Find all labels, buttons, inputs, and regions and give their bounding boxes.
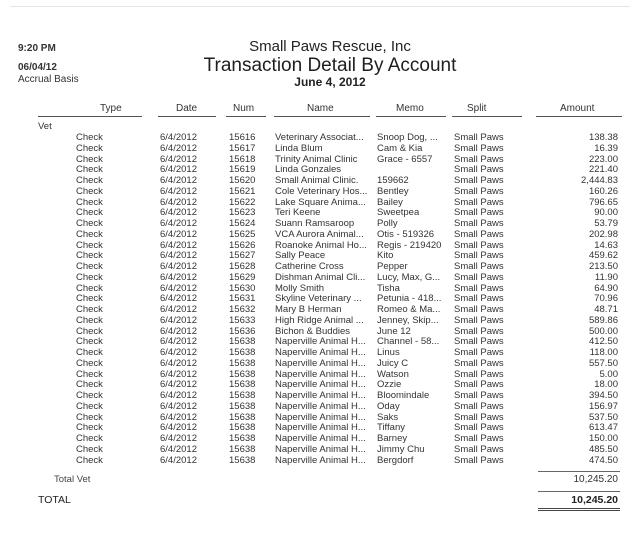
row-type: Check [76,400,103,412]
row-split: Small Paws [454,368,504,380]
row-type: Check [76,336,103,348]
row-amount: 485.50 [588,443,618,455]
row-type: Check [76,454,103,466]
column-header-memo: Memo [396,103,424,114]
row-type: Check [76,411,103,423]
row-name: Naperville Animal H... [275,422,366,434]
row-amount: 16.39 [594,142,618,154]
column-header-name: Name [307,103,334,114]
row-amount: 459.62 [588,250,618,262]
row-num: 15632 [229,304,256,315]
column-header-date: Date [176,103,198,114]
row-num: 15638 [229,411,256,423]
row-num: 15638 [229,357,256,369]
row-type: Check [76,357,103,369]
row-memo: Jimmy Chu [377,443,425,455]
row-split: Small Paws [454,433,504,444]
row-name: Naperville Animal H... [275,454,366,466]
row-num: 15622 [229,196,256,208]
row-type: Check [76,164,103,176]
row-split: Small Paws [454,357,504,369]
row-date: 6/4/2012 [160,185,197,197]
row-amount: 613.47 [588,422,618,434]
row-split: Small Paws [454,347,504,358]
row-num: 15629 [229,271,256,283]
row-type: Check [76,304,103,315]
double-underline-top [538,508,620,509]
row-num: 15627 [229,250,256,262]
row-date: 6/4/2012 [160,304,197,315]
row-split: Small Paws [454,304,504,315]
row-name: Linda Blum [275,142,323,154]
row-amount: 70.96 [594,293,618,305]
row-date: 6/4/2012 [160,164,197,176]
row-type: Check [76,228,103,240]
account-section-label: Vet [38,121,52,132]
row-type: Check [76,390,103,401]
grand-total-label: TOTAL [38,494,71,506]
row-split: Small Paws [454,153,504,165]
row-date: 6/4/2012 [160,357,197,369]
row-memo: Linus [377,347,400,358]
row-memo: June 12 [377,325,411,337]
row-split: Small Paws [454,454,504,466]
row-memo: Channel - 58... [377,336,440,348]
row-amount: 150.00 [588,433,618,444]
row-date: 6/4/2012 [160,433,197,444]
row-amount: 213.50 [588,261,618,272]
row-split: Small Paws [454,411,504,423]
row-amount: 589.86 [588,314,618,326]
row-date: 6/4/2012 [160,293,197,305]
row-num: 15621 [229,185,256,197]
row-name: Sally Peace [275,250,326,262]
row-memo: Regis - 219420 [377,239,442,251]
row-memo: Tisha [377,282,400,294]
row-num: 15619 [229,164,256,176]
row-memo: Grace - 6557 [377,153,433,165]
row-amount: 48.71 [594,304,618,315]
row-name: Naperville Animal H... [275,443,366,455]
row-type: Check [76,293,103,305]
row-date: 6/4/2012 [160,261,197,272]
row-name: Naperville Animal H... [275,390,366,401]
row-type: Check [76,443,103,455]
row-date: 6/4/2012 [160,196,197,208]
row-amount: 18.00 [594,379,618,391]
row-name: High Ridge Animal ... [275,314,364,326]
row-split: Small Paws [454,336,504,348]
header-rule [158,116,216,117]
row-split: Small Paws [454,379,504,391]
row-date: 6/4/2012 [160,153,197,165]
row-name: Naperville Animal H... [275,400,366,412]
row-name: Bichon & Buddies [275,325,350,337]
row-date: 6/4/2012 [160,207,197,219]
row-date: 6/4/2012 [160,282,197,294]
row-num: 15638 [229,433,256,444]
row-num: 15638 [229,422,256,434]
row-memo: Snoop Dog, ... [377,132,438,143]
row-memo: Sweetpea [377,207,420,219]
row-name: Naperville Animal H... [275,379,366,391]
row-name: Mary B Herman [275,304,342,315]
row-amount: 2,444.83 [581,175,618,186]
row-num: 15626 [229,239,256,251]
row-amount: 11.90 [594,271,618,283]
row-num: 15638 [229,443,256,455]
row-type: Check [76,250,103,262]
row-type: Check [76,261,103,272]
row-name: Catherine Cross [275,261,344,272]
row-date: 6/4/2012 [160,411,197,423]
row-num: 15638 [229,454,256,466]
row-date: 6/4/2012 [160,325,197,337]
total-vet-amount: 10,245.20 [573,474,618,485]
row-memo: Bergdorf [377,454,414,466]
row-name: Roanoke Animal Ho... [275,239,367,251]
row-memo: Pepper [377,261,408,272]
row-date: 6/4/2012 [160,142,197,154]
row-date: 6/4/2012 [160,228,197,240]
row-name: Molly Smith [275,282,325,294]
row-amount: 156.97 [588,400,618,412]
total-vet-label: Total Vet [54,474,91,485]
header-rule [376,116,446,117]
row-num: 15623 [229,207,256,219]
header-rule [536,116,622,117]
top-border [10,6,630,7]
report-title: Transaction Detail By Account [203,55,457,76]
row-num: 15636 [229,325,256,337]
row-memo: Petunia - 418... [377,293,442,305]
row-name: Naperville Animal H... [275,368,366,380]
row-split: Small Paws [454,325,504,337]
row-name: Naperville Animal H... [275,411,366,423]
row-split: Small Paws [454,175,504,186]
row-name: Naperville Animal H... [275,347,366,358]
row-date: 6/4/2012 [160,239,197,251]
row-memo: Watson [377,368,409,380]
row-split: Small Paws [454,282,504,294]
row-num: 15628 [229,261,256,272]
row-amount: 412.50 [588,336,618,348]
row-amount: 223.00 [588,153,618,165]
row-split: Small Paws [454,207,504,219]
header-rule [226,116,266,117]
row-date: 6/4/2012 [160,314,197,326]
row-date: 6/4/2012 [160,132,197,143]
row-num: 15638 [229,390,256,401]
row-num: 15620 [229,175,256,186]
row-name: Skyline Veterinary ... [275,293,362,305]
row-type: Check [76,271,103,283]
row-type: Check [76,175,103,186]
row-name: Trinity Animal Clinic [275,153,358,165]
row-name: Dishman Animal Cli... [275,271,366,283]
row-num: 15630 [229,282,256,294]
row-type: Check [76,433,103,444]
row-type: Check [76,142,103,154]
column-header-amount: Amount [560,103,595,114]
row-date: 6/4/2012 [160,390,197,401]
header-rule [452,116,522,117]
row-split: Small Paws [454,239,504,251]
row-num: 15633 [229,314,256,326]
row-memo: Kito [377,250,394,262]
row-type: Check [76,379,103,391]
row-type: Check [76,239,103,251]
row-type: Check [76,325,103,337]
row-name: Naperville Animal H... [275,433,366,444]
row-num: 15638 [229,400,256,412]
row-type: Check [76,207,103,219]
row-split: Small Paws [454,132,504,143]
row-date: 6/4/2012 [160,218,197,229]
row-split: Small Paws [454,250,504,262]
row-amount: 474.50 [588,454,618,466]
double-underline-bottom [538,510,620,511]
row-split: Small Paws [454,293,504,305]
row-split: Small Paws [454,271,504,283]
row-type: Check [76,185,103,197]
row-num: 15616 [229,132,256,143]
report-date: June 4, 2012 [294,75,366,89]
row-amount: 796.65 [588,196,618,208]
row-split: Small Paws [454,314,504,326]
row-amount: 138.38 [588,132,618,143]
row-amount: 64.90 [594,282,618,294]
row-split: Small Paws [454,422,504,434]
row-date: 6/4/2012 [160,250,197,262]
row-amount: 5.00 [599,368,618,380]
header-rule [274,116,370,117]
row-date: 6/4/2012 [160,379,197,391]
row-name: Lake Square Anima... [275,196,366,208]
row-memo: 159662 [377,175,409,186]
row-type: Check [76,196,103,208]
row-amount: 14.63 [594,239,618,251]
row-memo: Bentley [377,185,409,197]
row-date: 6/4/2012 [160,336,197,348]
row-date: 6/4/2012 [160,422,197,434]
row-type: Check [76,314,103,326]
column-header-type: Type [100,103,122,114]
row-date: 6/4/2012 [160,400,197,412]
row-split: Small Paws [454,196,504,208]
row-split: Small Paws [454,185,504,197]
row-amount: 394.50 [588,390,618,401]
subtotal-rule [538,471,620,472]
row-date: 6/4/2012 [160,271,197,283]
row-num: 15631 [229,293,256,305]
row-memo: Bloomindale [377,390,430,401]
row-memo: Tiffany [377,422,405,434]
row-memo: Otis - 519326 [377,228,435,240]
row-memo: Bailey [377,196,403,208]
row-memo: Romeo & Ma... [377,304,441,315]
report-run-date: 06/04/12 [18,62,57,73]
row-split: Small Paws [454,390,504,401]
row-memo: Cam & Kia [377,142,423,154]
row-amount: 557.50 [588,357,618,369]
row-memo: Ozzie [377,379,402,391]
row-type: Check [76,132,103,143]
row-memo: Polly [377,218,398,229]
row-amount: 537.50 [588,411,618,423]
row-type: Check [76,347,103,358]
row-amount: 118.00 [589,347,618,358]
row-name: Cole Veterinary Hos... [275,185,368,197]
row-memo: Oday [377,400,400,412]
row-num: 15625 [229,228,256,240]
grand-total-amount: 10,245.20 [571,494,618,506]
report-time: 9:20 PM [18,43,56,54]
row-type: Check [76,218,103,229]
row-memo: Barney [377,433,408,444]
row-name: Naperville Animal H... [275,336,366,348]
total-rule [538,491,620,492]
row-num: 15617 [229,142,256,154]
row-amount: 90.00 [594,207,618,219]
row-name: VCA Aurora Animal... [275,228,364,240]
row-split: Small Paws [454,142,504,154]
row-date: 6/4/2012 [160,454,197,466]
row-type: Check [76,282,103,294]
row-split: Small Paws [454,443,504,455]
row-num: 15638 [229,379,256,391]
row-memo: Saks [377,411,399,423]
row-memo: Lucy, Max, G... [377,271,441,283]
row-name: Suann Ramsaroop [275,218,355,229]
row-date: 6/4/2012 [160,175,197,186]
row-name: Teri Keene [275,207,321,219]
row-num: 15638 [229,368,256,380]
row-name: Linda Gonzales [275,164,342,176]
row-type: Check [76,422,103,434]
row-num: 15618 [229,153,256,165]
row-amount: 500.00 [588,325,618,337]
row-num: 15638 [229,347,256,358]
row-amount: 53.79 [594,218,618,229]
row-amount: 202.98 [588,228,618,240]
row-memo: Jenney, Skip... [377,314,439,326]
row-num: 15624 [229,218,256,229]
row-date: 6/4/2012 [160,443,197,455]
header-rule [38,116,142,117]
row-num: 15638 [229,336,256,348]
row-name: Naperville Animal H... [275,357,366,369]
column-header-split: Split [467,103,487,114]
row-amount: 221.40 [588,164,618,176]
row-memo: Juicy C [377,357,409,369]
row-name: Veterinary Associat... [275,132,364,143]
row-split: Small Paws [454,261,504,272]
column-header-num: Num [233,103,255,114]
row-name: Small Animal Clinic. [275,175,359,186]
row-date: 6/4/2012 [160,368,197,380]
row-split: Small Paws [454,218,504,229]
row-amount: 160.26 [588,185,618,197]
row-split: Small Paws [454,228,504,240]
row-type: Check [76,368,103,380]
row-type: Check [76,153,103,165]
row-split: Small Paws [454,164,504,176]
accounting-basis: Accrual Basis [18,74,79,85]
row-date: 6/4/2012 [160,347,197,358]
row-split: Small Paws [454,400,504,412]
company-name: Small Paws Rescue, Inc [249,38,411,55]
